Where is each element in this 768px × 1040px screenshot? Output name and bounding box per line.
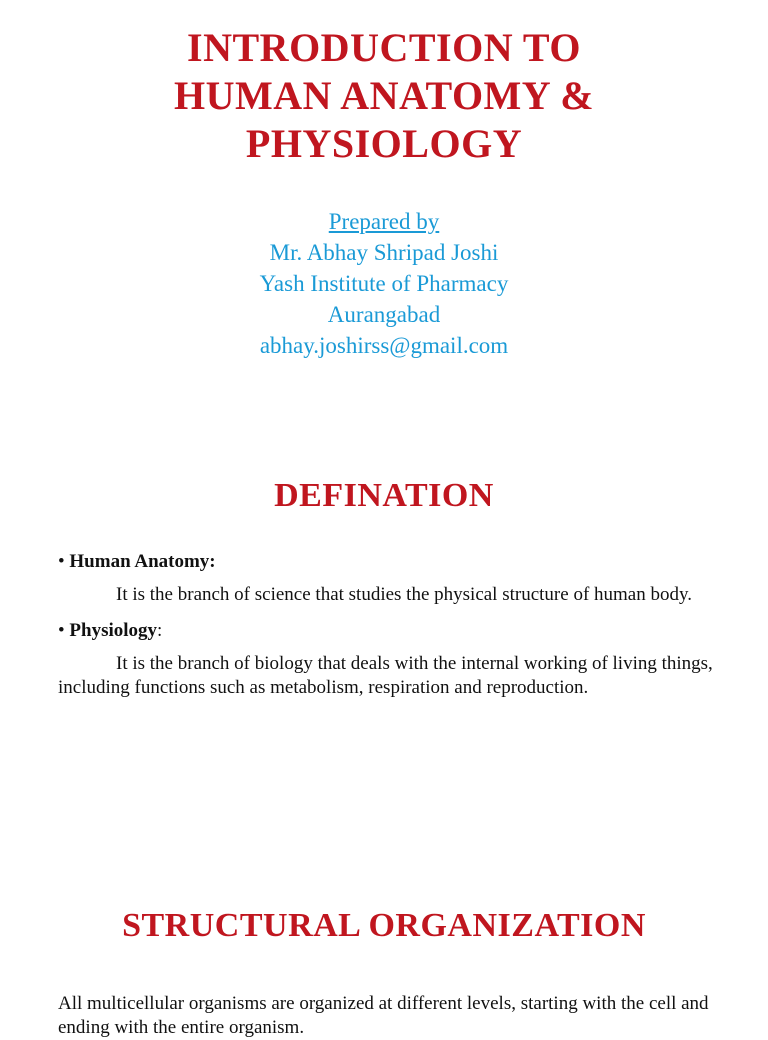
term-physiology — [69, 620, 162, 641]
bullet-icon: • — [58, 620, 65, 641]
definition-human-anatomy: It is the branch of science that studies the physical structure of human body. — [116, 584, 692, 605]
prepared-by-label: Prepared by — [328, 209, 440, 234]
author-email[interactable]: abhay.joshirss@gmail.com — [259, 333, 509, 358]
bullet-icon: • — [58, 551, 65, 572]
definition-content — [58, 550, 718, 700]
structural-heading: STRUCTURAL ORGANIZATION — [122, 907, 646, 944]
bullet-human-anatomy — [58, 550, 718, 574]
definition-slide — [0, 476, 768, 516]
cover-title-line-3: PHYSIOLOGY — [245, 121, 523, 166]
author-name: Mr. Abhay Shripad Joshi — [269, 240, 499, 265]
institute-name: Yash Institute of Pharmacy — [259, 271, 509, 296]
cover-title-line-1: INTRODUCTION TO — [187, 25, 581, 70]
term-human-anatomy: Human Anatomy: — [69, 551, 216, 572]
cover-slide — [0, 24, 768, 168]
definition-physiology: It is the branch of biology that deals with the internal working of living things, including functions such as metabolism, respiration and reproduction. — [58, 653, 713, 698]
bullet-physiology — [58, 619, 718, 643]
cover-credits — [0, 206, 768, 361]
cover-title-line-2: HUMAN ANATOMY & — [173, 73, 595, 118]
cover-title — [0, 24, 768, 168]
definition-heading: DEFINATION — [274, 477, 494, 514]
city-name: Aurangabad — [327, 302, 441, 327]
term-physiology-label: Physiology — [69, 620, 158, 641]
structural-text: All multicellular organisms are organized at different levels, starting with the cell and ending with the entire organism. — [58, 993, 709, 1038]
term-physiology-colon: : — [157, 620, 163, 641]
structural-slide — [0, 906, 768, 946]
structural-content — [58, 992, 718, 1040]
